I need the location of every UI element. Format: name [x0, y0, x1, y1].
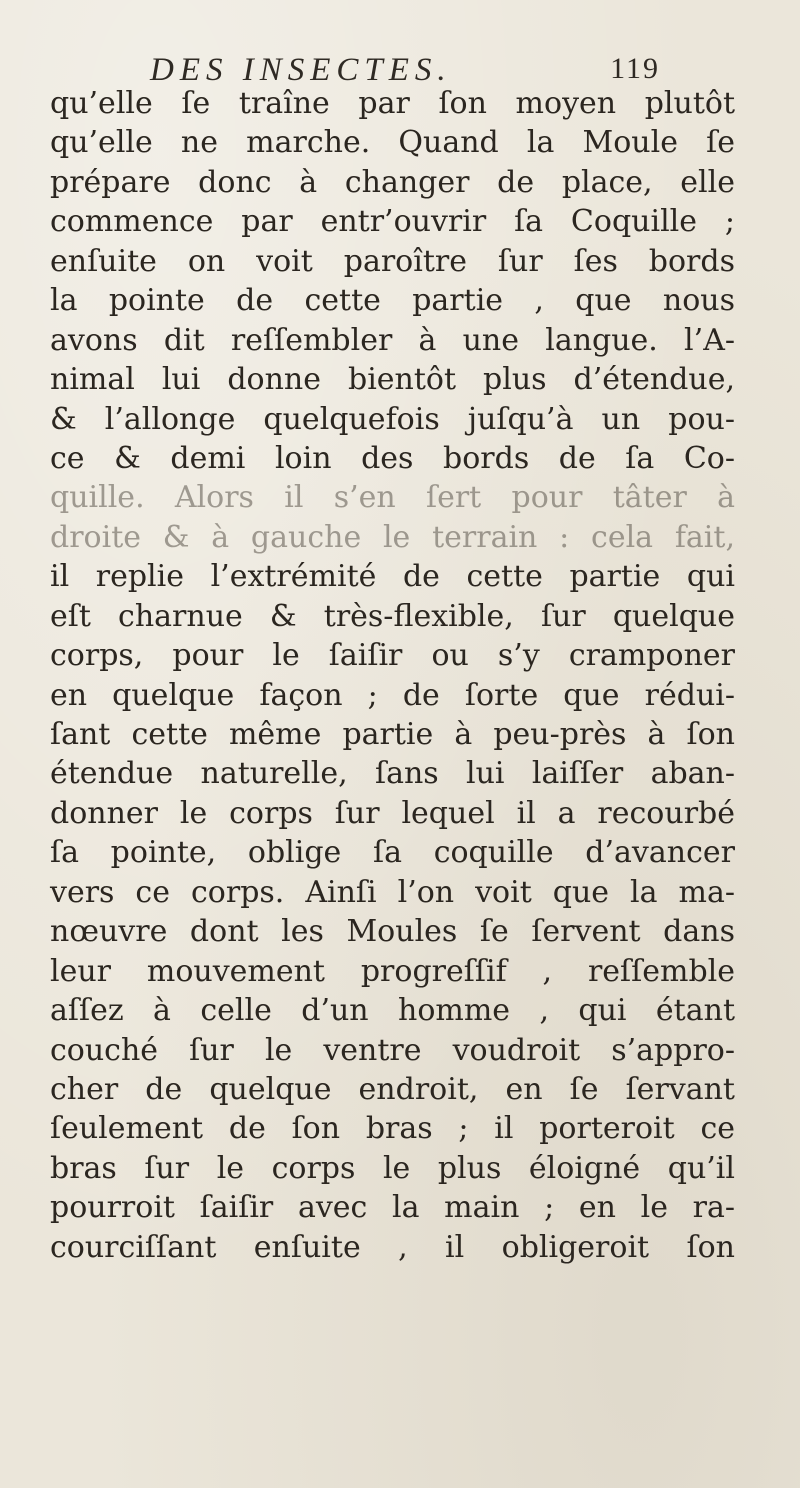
text-line: pourroit ſaiſir avec la main ; en le ra-: [50, 1190, 735, 1226]
text-line: eſt charnue & très-flexible, ſur quelque: [50, 598, 735, 634]
text-line: droite & à gauche le terrain : cela fait,: [50, 519, 735, 555]
text-line: ſant cette même partie à peu-près à ſon: [50, 717, 735, 752]
text-line: avons dit reſſembler à une langue. l’A-: [50, 322, 735, 358]
text-line: enſuite on voit paroître ſur ſes bords: [50, 243, 735, 279]
text-line: ſa pointe, oblige ſa coquille d’avancer: [50, 835, 735, 871]
text-line: aſſez à celle d’un homme , qui étant: [50, 993, 735, 1029]
text-line: ſeulement de ſon bras ; il porteroit ce: [50, 1111, 735, 1147]
text-line: corps, pour le ſaiſir ou s’y cramponer: [50, 638, 735, 674]
text-line: étendue naturelle, ſans lui laiſſer aban-: [50, 756, 735, 792]
body-text: [50, 84, 735, 1267]
text-line: en quelque façon ; de ſorte que rédui-: [50, 677, 735, 713]
text-line: la pointe de cette partie , que nous: [50, 283, 735, 319]
text-line: qu’elle ſe traîne par ſon moyen plutôt: [50, 86, 735, 121]
text-line: & l’allonge quelquefois juſqu’à un pou-: [50, 401, 735, 437]
text-line: courciſſant enſuite , il obligeroit ſon: [50, 1229, 735, 1265]
text-line: prépare donc à changer de place, elle: [50, 164, 735, 200]
text-line: bras ſur le corps le plus éloigné qu’il: [50, 1150, 735, 1186]
text-line: il replie l’extrémité de cette partie qui: [50, 559, 735, 595]
text-line: couché ſur le ventre voudroit s’appro-: [50, 1032, 735, 1068]
page-number: 119: [610, 52, 660, 85]
text-line: cher de quelque endroit, en ſe ſervant: [50, 1071, 735, 1107]
text-line: vers ce corps. Ainſi l’on voit que la ma-: [50, 874, 735, 910]
text-line: nimal lui donne bientôt plus d’étendue,: [50, 362, 735, 398]
text-line: donner le corps ſur lequel il a recourbé: [50, 795, 735, 831]
text-line: commence par entr’ouvrir ſa Coquille ;: [50, 204, 735, 240]
text-line: leur mouvement progreſſif , reſſemble: [50, 953, 735, 989]
text-line: quille. Alors il s’en ſert pour tâter à: [50, 480, 735, 516]
text-line: ce & demi loin des bords de ſa Co-: [50, 440, 735, 476]
text-line: nœuvre dont les Moules ſe ſervent dans: [50, 914, 735, 950]
running-title: DES INSECTES.: [150, 52, 452, 88]
text-line: qu’elle ne marche. Quand la Moule ſe: [50, 125, 735, 161]
